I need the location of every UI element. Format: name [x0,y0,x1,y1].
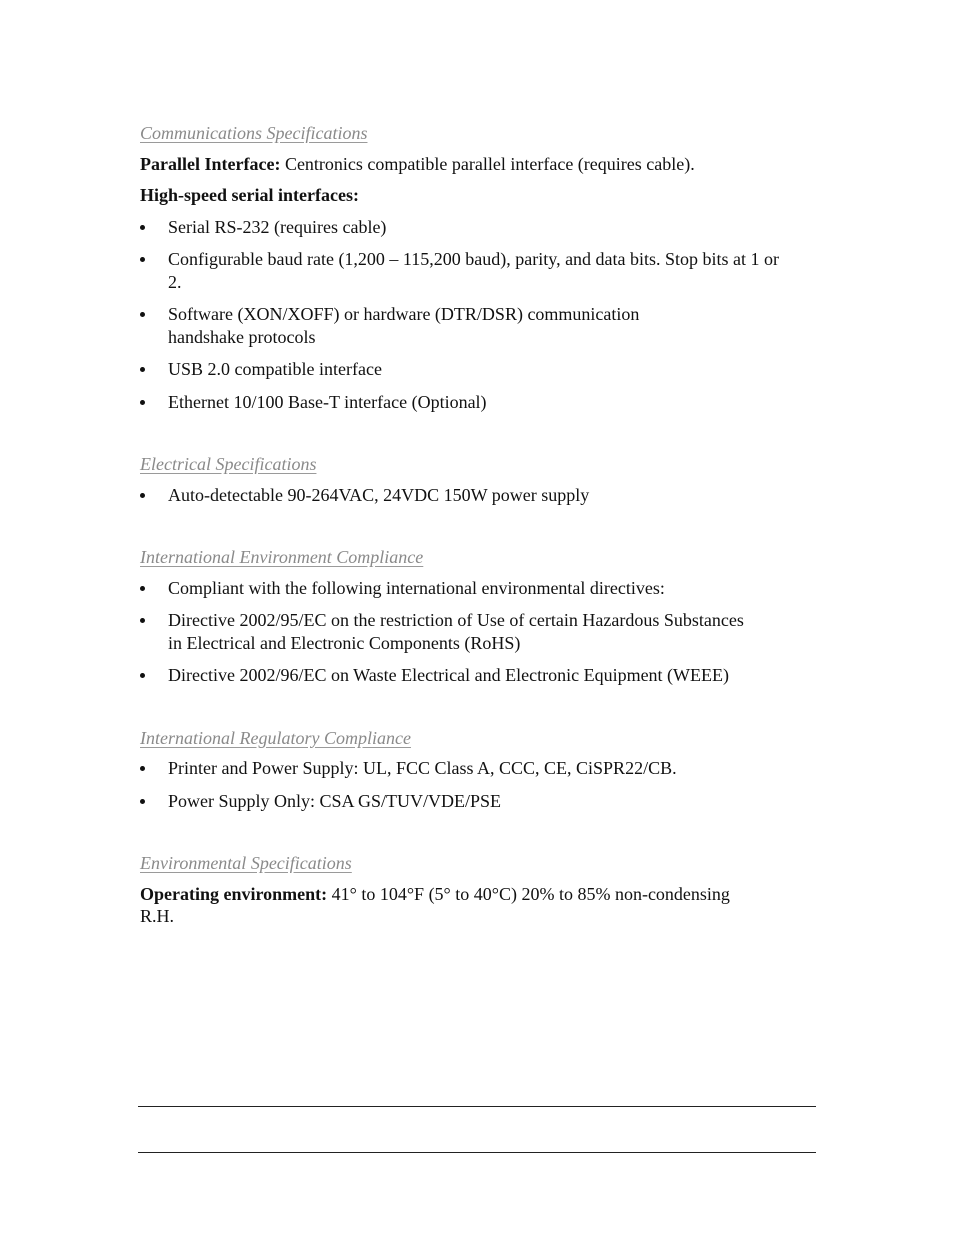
list-item: Directive 2002/96/EC on Waste Electrical and Electronic Equipment (WEEE) [140,664,768,687]
bullet-icon [140,618,145,623]
list-item: Configurable baud rate (1,200 – 115,200 baud), parity, and data bits. Stop bits at 1 or 2. [140,248,788,293]
list-item: Compliant with the following international environmental directives: [140,577,768,600]
bullet-icon [140,400,145,405]
environment-compliance-heading: International Environment Compliance [140,547,424,567]
environmental-heading: Environmental Specifications [140,853,352,873]
parallel-interface-label: Parallel Interface: [140,153,281,174]
electrical-heading: Electrical Specifications [140,454,317,474]
list-item: Software (XON/XOFF) or hardware (DTR/DSR) communication handshake protocols [140,303,708,348]
bullet-icon [140,257,145,262]
bullet-icon [140,673,145,678]
bullet-icon [140,799,145,804]
list-item: Directive 2002/95/EC on the restriction of Use of certain Hazardous Substances in Electrical and Electronic Components (RoHS) [140,609,748,654]
bullet-icon [140,312,145,317]
section-spacer [140,697,830,727]
regulatory-compliance-list [140,757,830,812]
parallel-interface-text: Centronics compatible parallel interface (requires cable). [280,153,695,174]
section-spacer [140,822,830,852]
footer-rule-bottom [138,1152,816,1153]
list-item: Power Supply Only: CSA GS/TUV/VDE/PSE [140,790,788,813]
list-item: USB 2.0 compatible interface [140,358,788,381]
section-spacer [140,423,830,453]
electrical-list [140,484,830,507]
list-item: Auto-detectable 90-264VAC, 24VDC 150W power supply [140,484,788,507]
bullet-icon [140,493,145,498]
bullet-icon [140,586,145,591]
communications-list [140,216,830,414]
spec-page-content [140,122,830,937]
list-item: Printer and Power Supply: UL, FCC Class A, CCC, CE, CiSPR22/CB. [140,757,788,780]
bullet-icon [140,367,145,372]
serial-interfaces-heading: High-speed serial interfaces: [140,185,359,205]
parallel-interface-paragraph [140,153,830,176]
list-item: Serial RS-232 (requires cable) [140,216,788,239]
bullet-icon [140,766,145,771]
section-spacer [140,516,830,546]
operating-environment-text: 41° to 104°F (5° to 40°C) 20% to 85% non-condensing R.H. [140,883,730,926]
bullet-icon [140,225,145,230]
operating-environment-paragraph [140,883,750,928]
list-item: Ethernet 10/100 Base-T interface (Optional) [140,391,788,414]
footer-rule-top [138,1106,816,1107]
environment-compliance-list [140,577,830,687]
regulatory-compliance-heading: International Regulatory Compliance [140,727,411,748]
communications-heading: Communications Specifications [140,123,368,143]
operating-environment-label: Operating environment: [140,883,328,904]
